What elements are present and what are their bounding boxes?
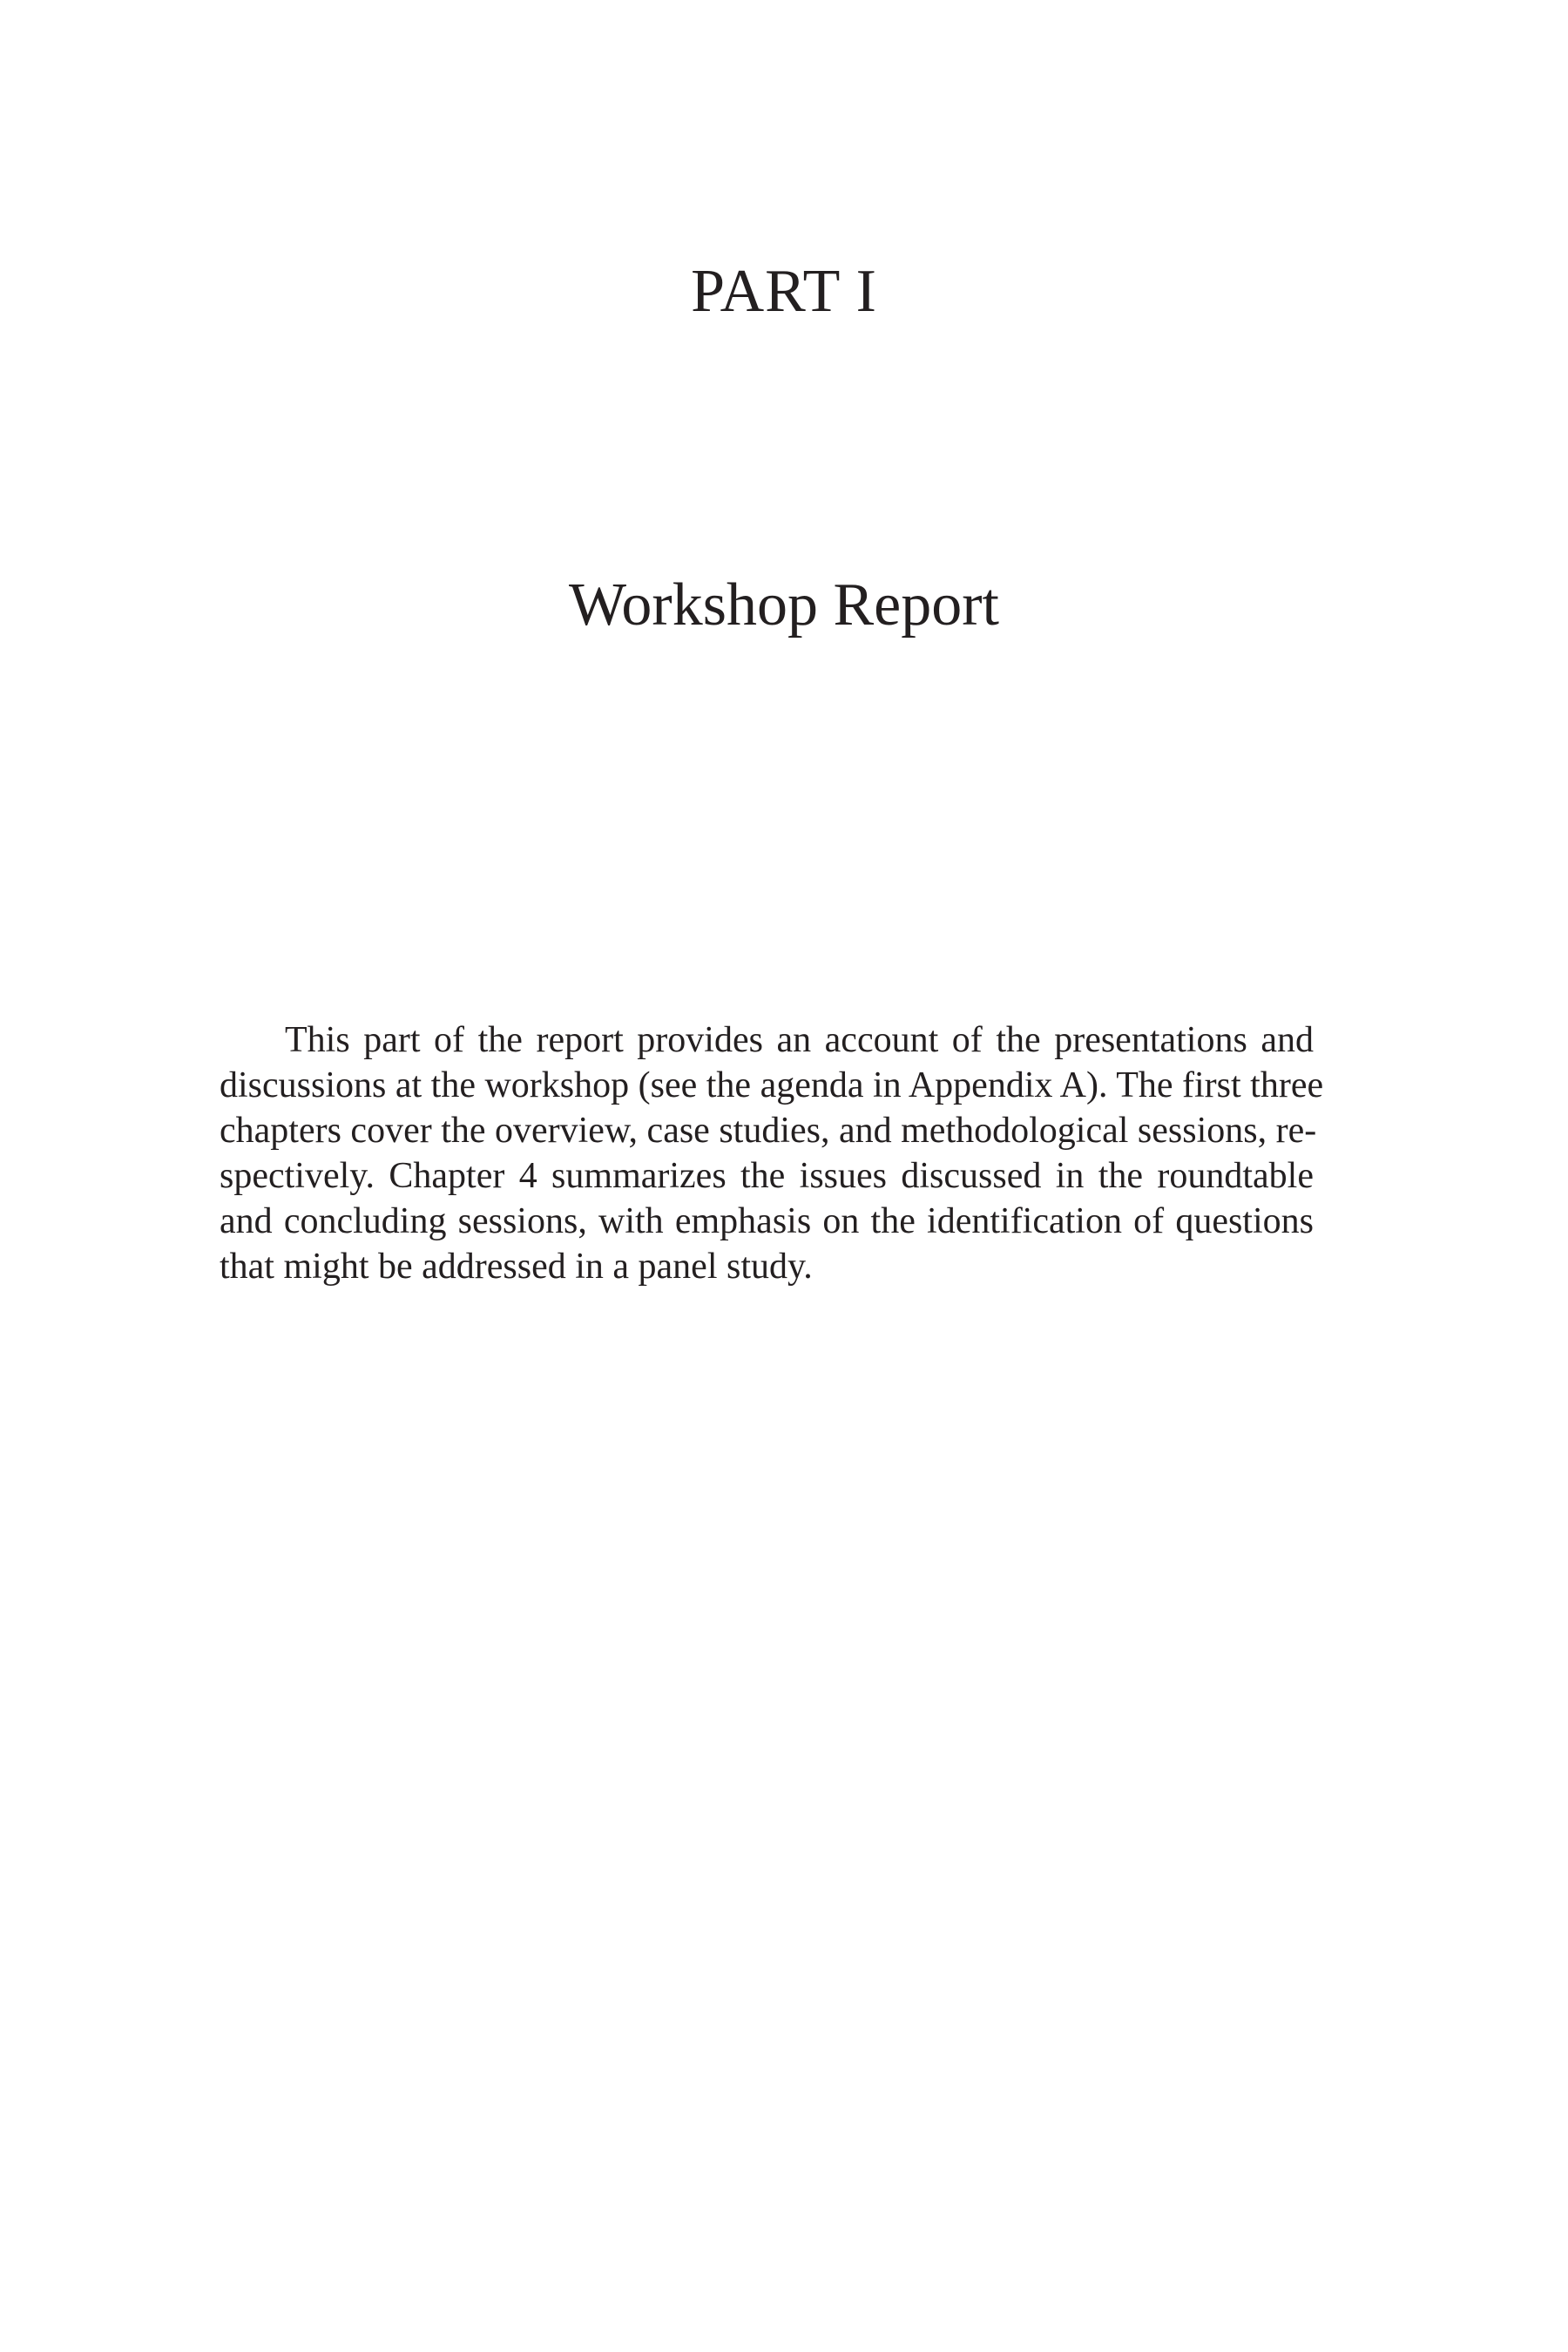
intro-line: that might be addressed in a panel study. [220, 1247, 813, 1287]
intro-line: spectively. Chapter 4 summarizes the issues discussed in the roundtable [220, 1156, 1314, 1196]
intro-line: chapters cover the overview, case studies, and methodological sessions, re- [220, 1111, 1317, 1151]
part-label: PART I [691, 258, 877, 325]
intro-line: and concluding sessions, with emphasis on the identification of questions [220, 1201, 1314, 1241]
intro-line: This part of the report provides an account of the presentations and [285, 1020, 1314, 1060]
part-title: Workshop Report [568, 571, 1000, 639]
intro-line: discussions at the workshop (see the agenda in Appendix A). The first three [220, 1065, 1324, 1105]
intro-paragraph [220, 1017, 1324, 1289]
